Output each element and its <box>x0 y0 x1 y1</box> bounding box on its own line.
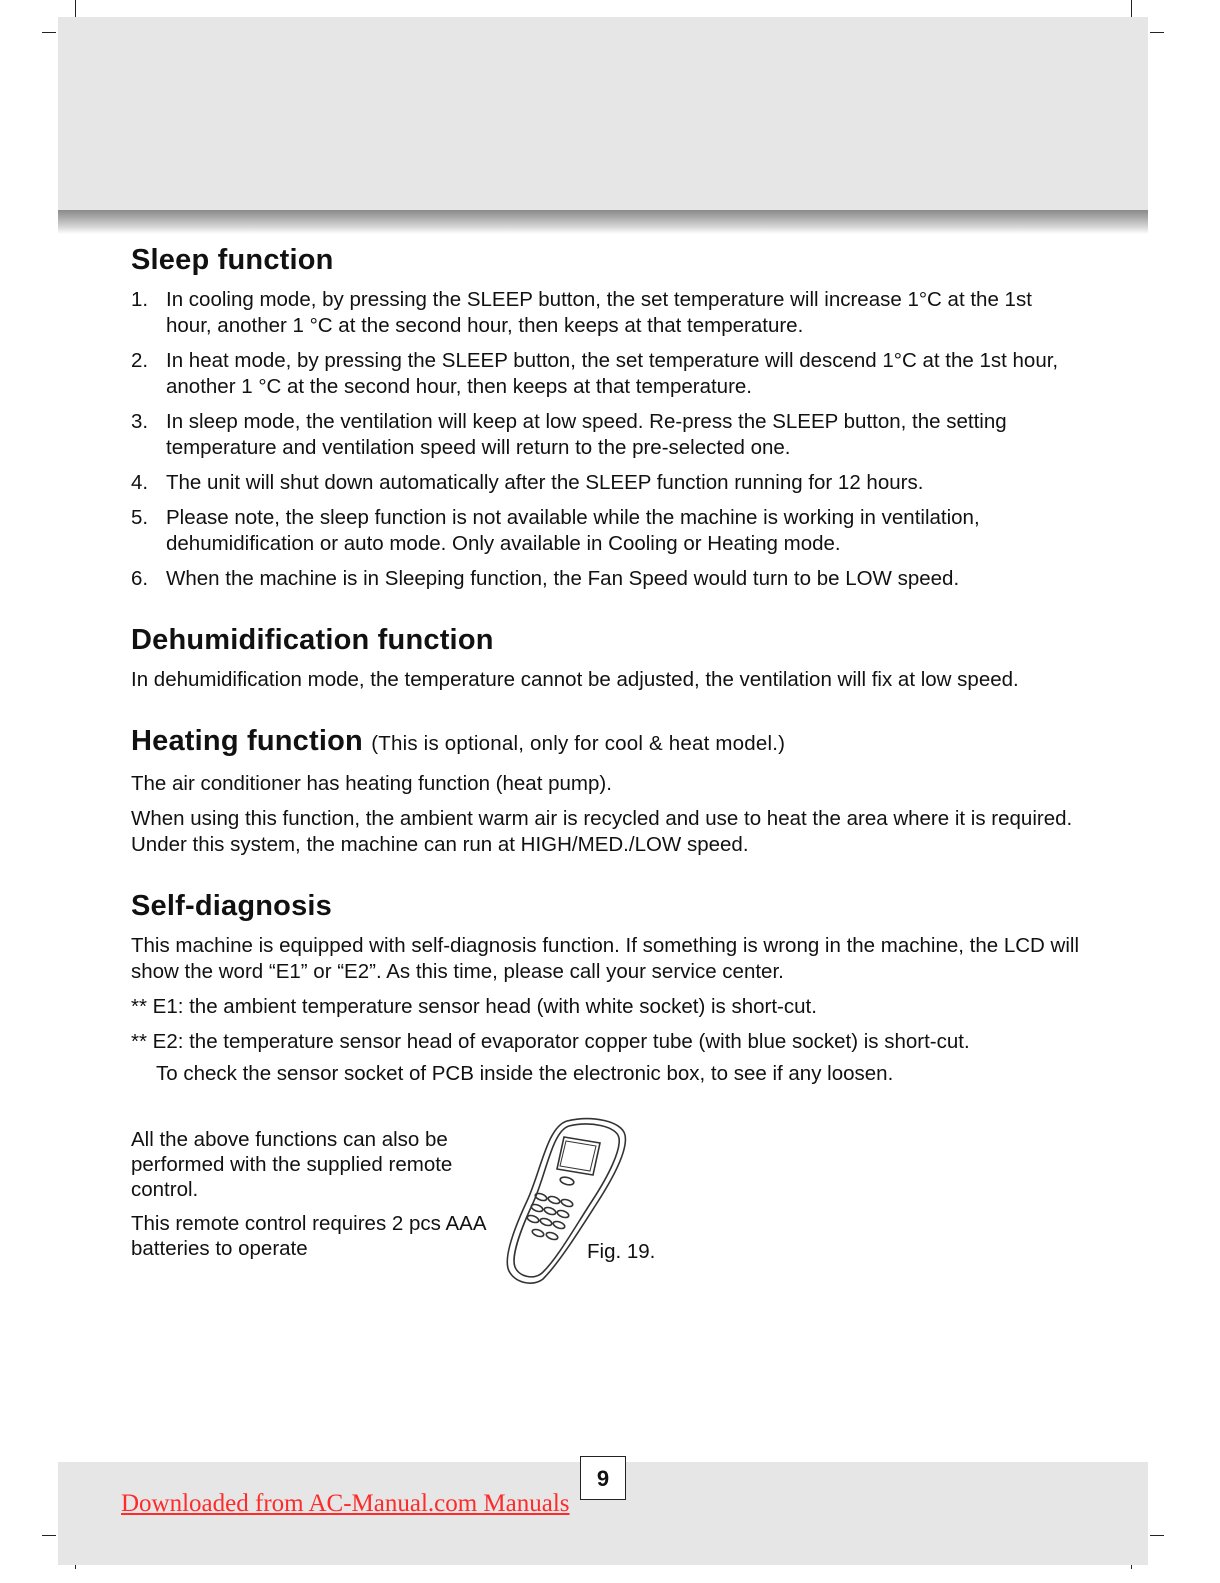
heating-para-2: When using this function, the ambient warm air is recycled and use to heat the area where it is required. Under this system, the machine can run at HIGH/MED./LOW speed. <box>131 807 1073 856</box>
crop-mark <box>1150 1535 1164 1536</box>
self-diagnosis-section <box>131 889 1081 1087</box>
heating-heading: Heating function <box>131 725 363 757</box>
list-item <box>131 287 1081 339</box>
dehumidification-section <box>131 623 1081 693</box>
self-diagnosis-heading: Self-diagnosis <box>131 890 332 922</box>
sleep-section <box>131 243 1081 592</box>
heating-para-1: The air conditioner has heating function (heat pump). <box>131 772 612 795</box>
crop-mark <box>42 32 56 33</box>
list-text: Please note, the sleep function is not available while the machine is working in ventilation, dehumidification or auto mode. Only available in Cooling or Heating mode. <box>166 506 980 555</box>
heating-section <box>131 724 1081 858</box>
remote-text-2: This remote control requires 2 pcs AAA batteries to operate <box>131 1212 486 1260</box>
list-text: When the machine is in Sleeping function, the Fan Speed would turn to be LOW speed. <box>166 567 960 590</box>
list-number: 2. <box>131 349 149 372</box>
sleep-heading: Sleep function <box>131 244 334 276</box>
remote-section <box>131 1127 1081 1307</box>
list-item <box>131 566 1081 592</box>
list-text: In cooling mode, by pressing the SLEEP button, the set temperature will increase 1°C at the 1st hour, another 1 °C at the second hour, then keeps at that temperature. <box>166 288 1032 337</box>
list-item <box>131 470 1081 496</box>
crop-mark <box>1131 0 1132 17</box>
crop-mark <box>75 0 76 17</box>
dehumidification-heading: Dehumidification function <box>131 624 494 656</box>
error-e2: ** E2: the temperature sensor head of evaporator copper tube (with blue socket) is short-cut. <box>131 1030 970 1053</box>
page-number: 9 <box>580 1456 626 1500</box>
dehumidification-text: In dehumidification mode, the temperature cannot be adjusted, the ventilation will fix at low speed. <box>131 668 1019 691</box>
list-item <box>131 505 1081 557</box>
page-content <box>131 243 1081 1307</box>
crop-mark <box>42 1535 56 1536</box>
remote-text-1: All the above functions can also be performed with the supplied remote control. <box>131 1128 453 1201</box>
sleep-list <box>131 287 1081 592</box>
list-item <box>131 348 1081 400</box>
list-item <box>131 409 1081 461</box>
list-text: In sleep mode, the ventilation will keep at low speed. Re-press the SLEEP button, the setting temperature and ventilation speed will return to the pre-selected one. <box>166 410 1007 459</box>
heating-heading-line <box>131 724 1081 761</box>
sensor-check-note: To check the sensor socket of PCB inside the electronic box, to see if any loosen. <box>156 1062 894 1085</box>
list-text: The unit will shut down automatically after the SLEEP function running for 12 hours. <box>166 471 924 494</box>
list-number: 4. <box>131 471 149 494</box>
header-band <box>58 17 1148 212</box>
list-text: In heat mode, by pressing the SLEEP button, the set temperature will descend 1°C at the 1st hour, another 1 °C at the second hour, then keeps at that temperature. <box>166 349 1059 398</box>
self-diagnosis-para: This machine is equipped with self-diagnosis function. If something is wrong in the machine, the LCD will show the word “E1” or “E2”. As this time, please call your service center. <box>131 934 1080 983</box>
heating-note: (This is optional, only for cool & heat model.) <box>371 732 786 755</box>
error-e1: ** E1: the ambient temperature sensor head (with white socket) is short-cut. <box>131 995 817 1018</box>
list-number: 1. <box>131 288 149 311</box>
crop-mark <box>1150 32 1164 33</box>
remote-text-block <box>131 1127 501 1270</box>
header-rule <box>58 210 1148 234</box>
list-number: 6. <box>131 567 149 590</box>
figure-label: Fig. 19. <box>587 1240 656 1263</box>
download-link[interactable]: Downloaded from AC-Manual.com Manuals <box>121 1490 570 1517</box>
list-number: 3. <box>131 410 149 433</box>
list-number: 5. <box>131 506 149 529</box>
